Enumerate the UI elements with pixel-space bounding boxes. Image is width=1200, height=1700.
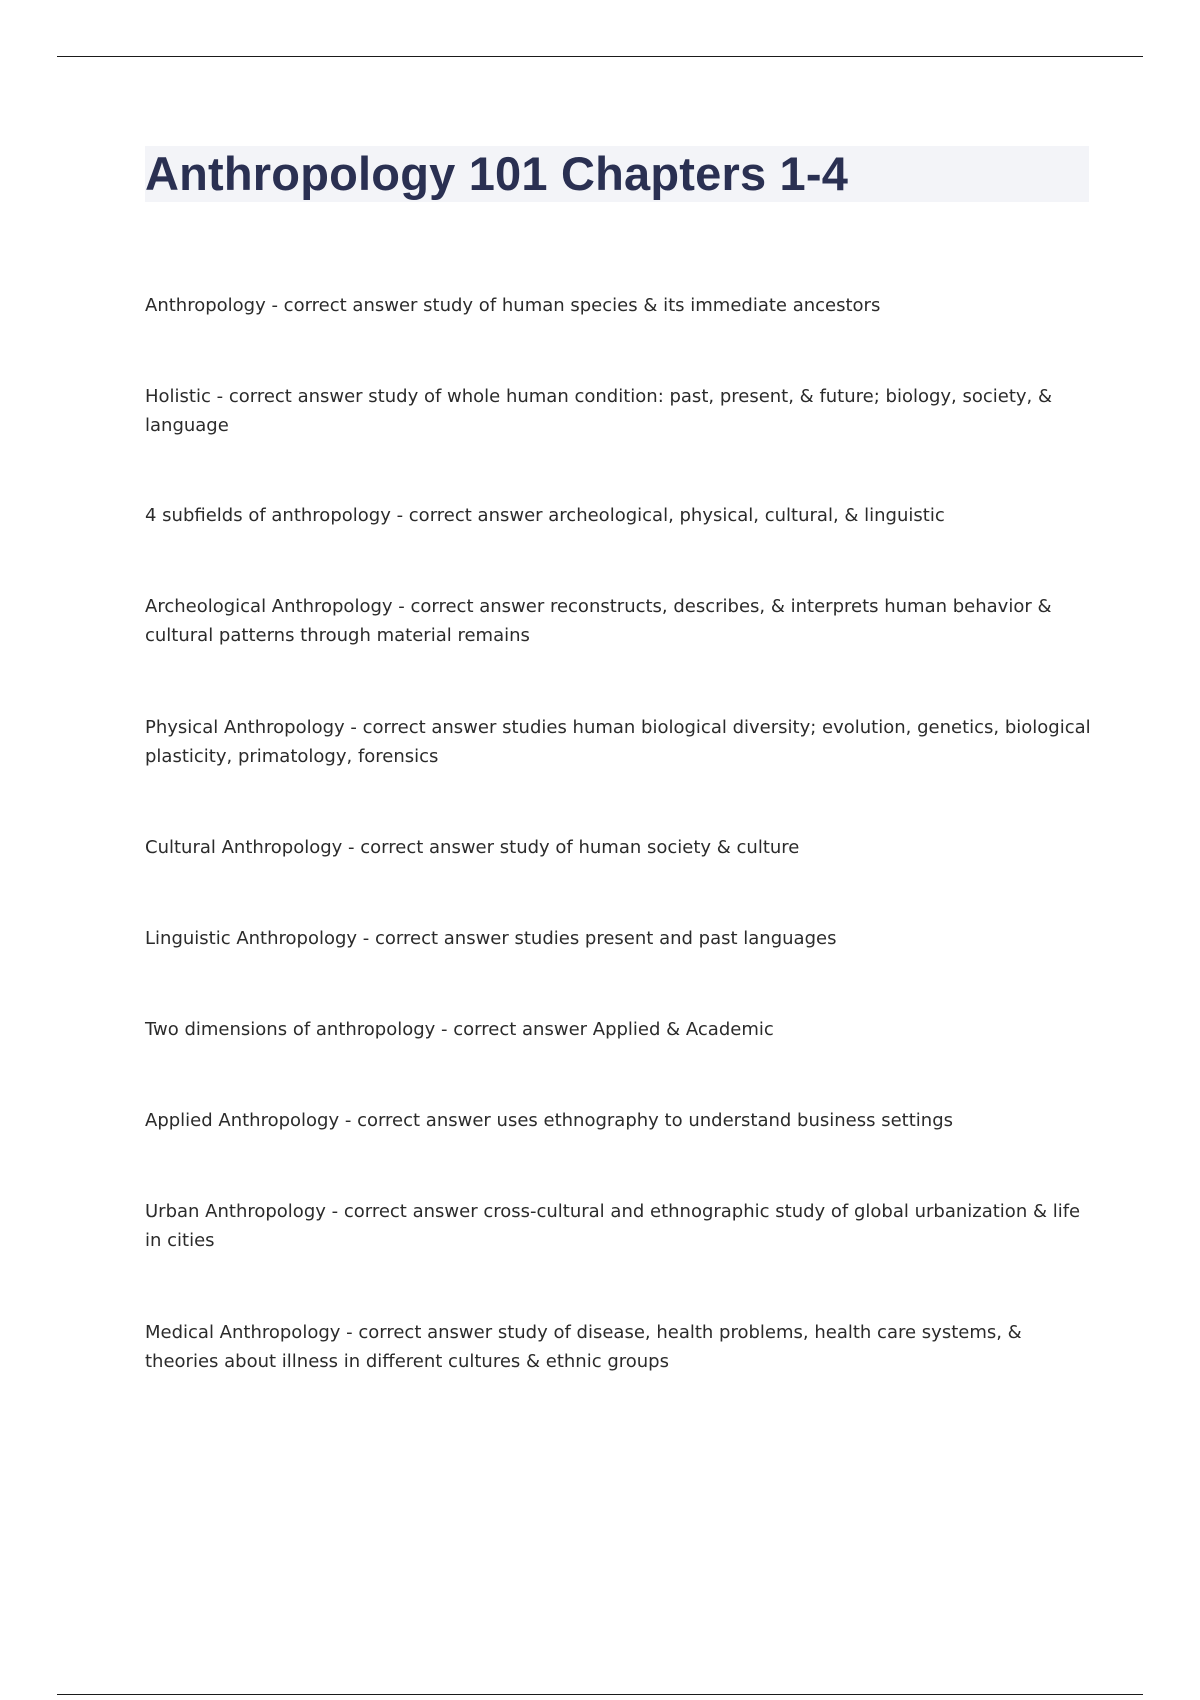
list-item: Anthropology - correct answer study of human species & its immediate ancestors [145, 295, 881, 316]
list-item: Linguistic Anthropology - correct answer studies present and past languages [145, 928, 837, 949]
list-item: Holistic - correct answer study of whole human condition: past, present, & future; biology, society, & language [145, 386, 1053, 436]
page-title: Anthropology 101 Chapters 1-4 [145, 147, 849, 200]
list-item: Medical Anthropology - correct answer study of disease, health problems, health care systems, & theories about illness in different cultures & ethnic groups [145, 1322, 1022, 1372]
list-item: Archeological Anthropology - correct answer reconstructs, describes, & interprets human behavior & cultural patterns through material remains [145, 596, 1052, 646]
list-item: Urban Anthropology - correct answer cross-cultural and ethnographic study of global urbanization & life in cities [145, 1201, 1081, 1251]
list-item: Physical Anthropology - correct answer studies human biological diversity; evolution, genetics, biological plasticity, primatology, forensics [145, 717, 1091, 767]
footer-rule [57, 1694, 1143, 1695]
list-item: Applied Anthropology - correct answer uses ethnography to understand business settings [145, 1110, 954, 1131]
header-rule [57, 56, 1143, 57]
list-item: Two dimensions of anthropology - correct answer Applied & Academic [145, 1019, 774, 1040]
list-item: 4 subfields of anthropology - correct answer archeological, physical, cultural, & linguistic [145, 505, 945, 526]
list-item: Cultural Anthropology - correct answer study of human society & culture [145, 837, 800, 858]
